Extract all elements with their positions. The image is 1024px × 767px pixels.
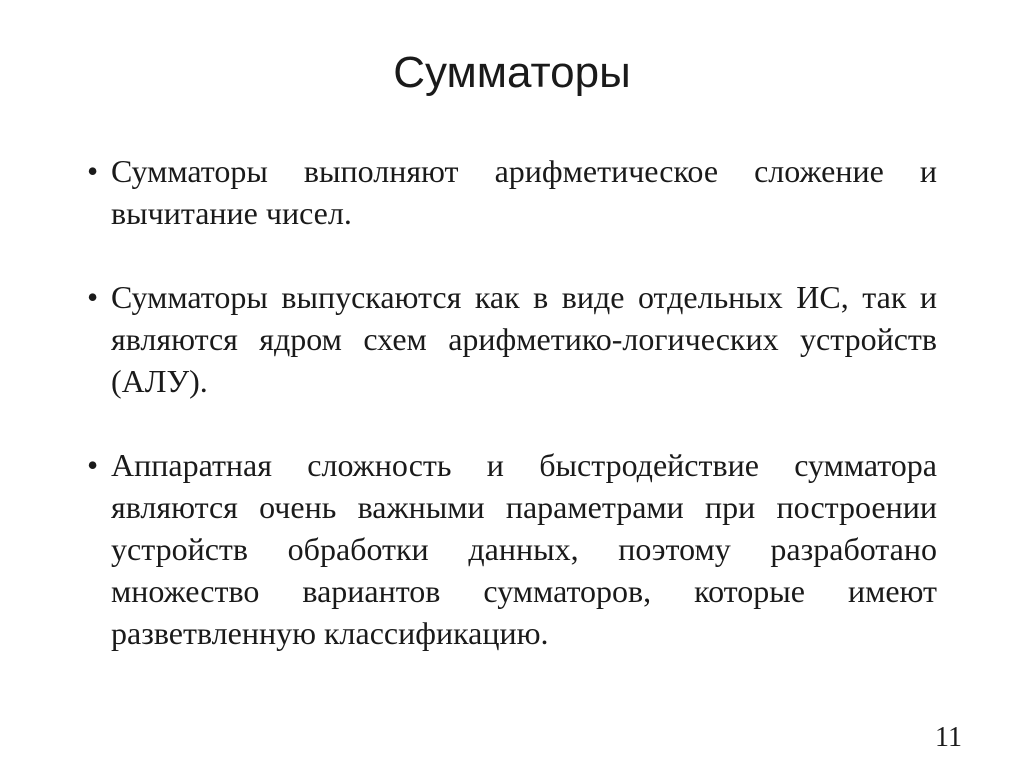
bullet-text: Сумматоры выпускаются как в виде отдельных ИС, так и являются ядром схем арифметико-логических устройств (АЛУ). xyxy=(111,279,937,399)
bullet-item xyxy=(87,150,937,234)
bullet-text: Аппаратная сложность и быстродействие сумматора являются очень важными параметрами при построении устройств обработки данных, поэтому разработано множество вариантов сумматоров, которые имеют разветвленную классификацию. xyxy=(111,447,937,651)
page-number: 11 xyxy=(935,722,962,753)
bullet-list xyxy=(87,150,937,696)
bullet-item xyxy=(87,444,937,654)
bullet-icon: • xyxy=(87,447,99,483)
bullet-icon: • xyxy=(87,153,99,189)
bullet-item xyxy=(87,276,937,402)
bullet-text: Сумматоры выполняют арифметическое сложение и вычитание чисел. xyxy=(111,153,937,231)
slide-title: Сумматоры xyxy=(393,48,631,97)
bullet-icon: • xyxy=(87,279,99,315)
